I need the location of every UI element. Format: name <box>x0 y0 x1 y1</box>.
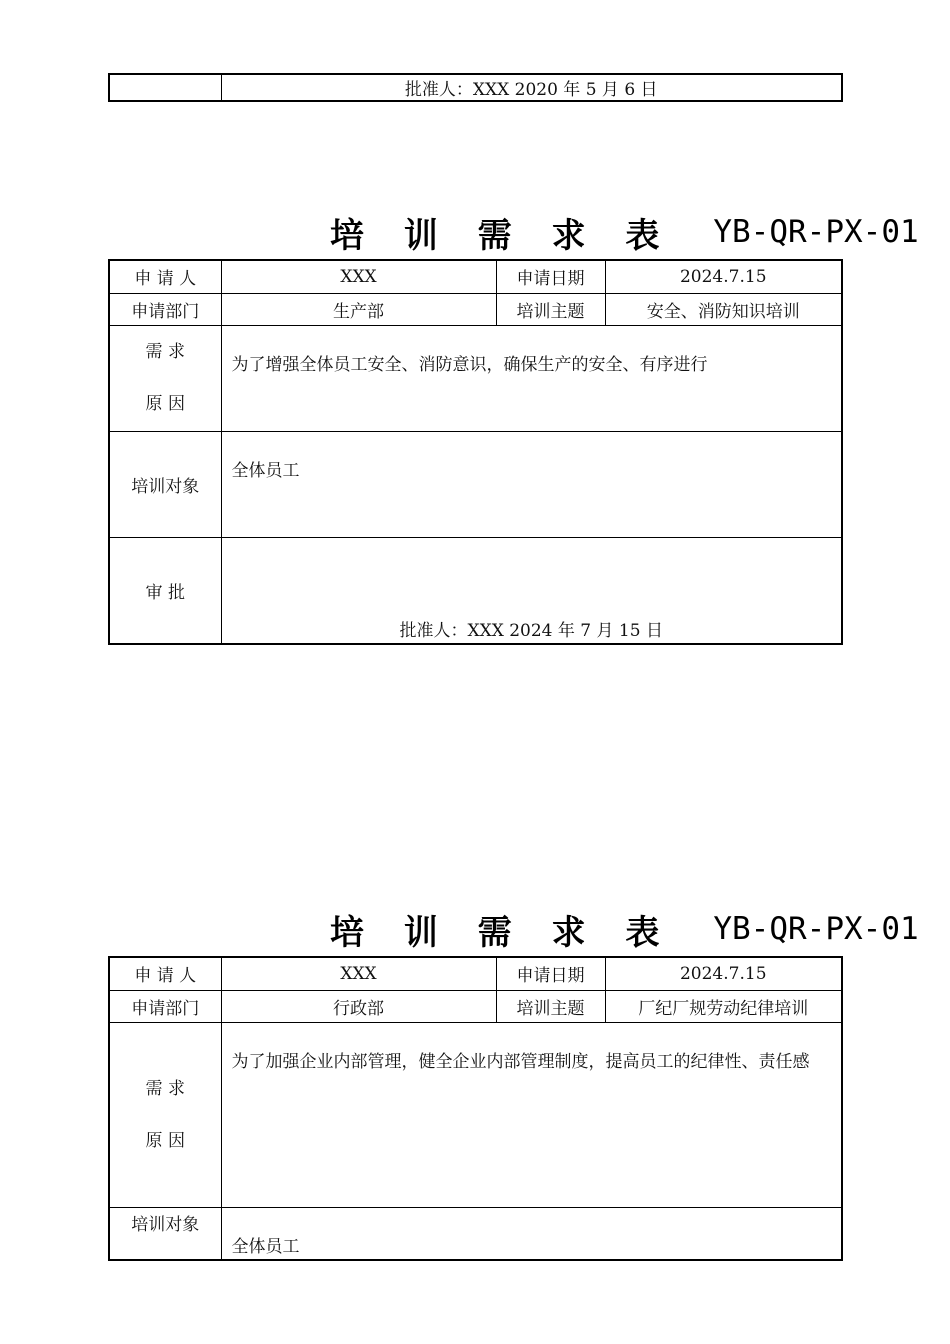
target-label: 培训对象 <box>109 1207 221 1260</box>
topic-value: 厂纪厂规劳动纪律培训 <box>605 990 842 1022</box>
form-2-table <box>108 956 843 1261</box>
reason-label-line-1: 需 求 <box>145 1078 185 1099</box>
dept-label: 申请部门 <box>109 990 221 1022</box>
form-1-code: YB-QR-PX-01 <box>713 214 919 250</box>
topic-label: 培训主题 <box>496 293 605 325</box>
reason-value: 为了增强全体员工安全、消防意识，确保生产的安全、有序进行 <box>221 325 842 431</box>
target-value: 全体员工 <box>221 1207 842 1260</box>
applicant-label: 申 请 人 <box>109 957 221 990</box>
form-2-code: YB-QR-PX-01 <box>713 911 919 947</box>
date-label: 申请日期 <box>496 260 605 293</box>
form-1-title: 培 训 需 求 表 <box>330 215 674 256</box>
approval-cell <box>221 537 842 644</box>
dept-label: 申请部门 <box>109 293 221 325</box>
form-1-table <box>108 259 843 645</box>
previous-form-fragment <box>108 73 843 102</box>
fragment-blank-cell <box>109 74 221 101</box>
approval-label: 审 批 <box>109 537 221 644</box>
reason-label-line-2: 原 因 <box>145 394 185 414</box>
approval-text: 批准人：XXX 2024 年 7 月 15 日 <box>399 621 663 641</box>
form-2-title: 培 训 需 求 表 <box>330 912 674 953</box>
topic-label: 培训主题 <box>496 990 605 1022</box>
form-2-title-row <box>330 904 919 954</box>
date-value: 2024.7.15 <box>605 957 842 990</box>
date-value: 2024.7.15 <box>605 260 842 293</box>
fragment-approval-text: 批准人：XXX 2020 年 5 月 6 日 <box>221 74 842 101</box>
date-label: 申请日期 <box>496 957 605 990</box>
applicant-label: 申 请 人 <box>109 260 221 293</box>
reason-label-line-2: 原 因 <box>145 1130 185 1151</box>
target-label: 培训对象 <box>109 431 221 537</box>
reason-label <box>109 325 221 431</box>
dept-value: 行政部 <box>221 990 496 1022</box>
dept-value: 生产部 <box>221 293 496 325</box>
target-value: 全体员工 <box>221 431 842 537</box>
reason-label-line-1: 需 求 <box>145 342 185 362</box>
topic-value: 安全、消防知识培训 <box>605 293 842 325</box>
reason-label <box>109 1022 221 1207</box>
applicant-value: XXX <box>221 957 496 990</box>
reason-value: 为了加强企业内部管理，健全企业内部管理制度，提高员工的纪律性、责任感 <box>221 1022 842 1207</box>
form-1-title-row <box>330 207 919 257</box>
applicant-value: XXX <box>221 260 496 293</box>
